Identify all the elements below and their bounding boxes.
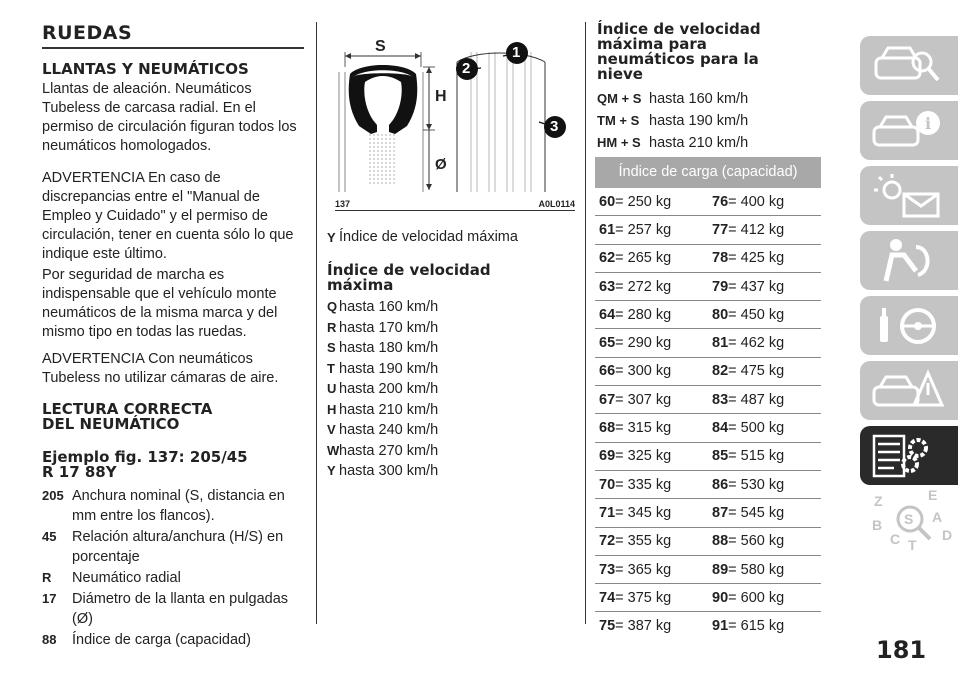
table-cell <box>595 392 708 408</box>
heading-nieve-line3: neumáticos para la <box>597 50 759 68</box>
load-value: = 515 kg <box>728 448 785 465</box>
table-cell <box>708 222 821 238</box>
heading-velocidad-line2: máxima <box>327 276 394 294</box>
table-cell <box>595 279 708 295</box>
load-value: = 272 kg <box>615 278 672 295</box>
list-item: Whasta 270 km/h <box>327 442 439 459</box>
label-width-s: S <box>375 38 386 55</box>
load-index: 83 <box>712 391 729 408</box>
load-value: = 530 kg <box>728 476 785 493</box>
figure-code: A0L0114 <box>538 199 575 209</box>
heading-lectura-line1: LECTURA CORRECTA <box>42 400 213 418</box>
table-row <box>595 471 821 499</box>
heading-lectura <box>42 402 212 432</box>
load-index: 63 <box>599 278 616 295</box>
para-seguridad: Por seguridad de marcha es indispensable que el vehículo monte neumáticos de la misma marca y del mismo tipo en todas las ruedas. <box>42 267 278 340</box>
load-index: 68 <box>599 420 616 437</box>
load-value: = 265 kg <box>615 250 672 267</box>
list-item: Y hasta 300 km/h <box>327 463 439 479</box>
load-value: = 450 kg <box>728 306 785 323</box>
list-item: R hasta 170 km/h <box>327 319 439 336</box>
table-row <box>595 612 821 639</box>
load-index: 76 <box>712 193 729 210</box>
table-cell <box>708 505 821 521</box>
index-letter: E <box>928 487 938 503</box>
load-value: = 257 kg <box>615 221 672 238</box>
table-cell <box>595 505 708 521</box>
load-value: = 250 kg <box>615 193 672 210</box>
list-item: S hasta 180 km/h <box>327 340 439 356</box>
list-item: 205 Anchura nominal (S, distancia en mm entre los flancos). <box>42 488 285 524</box>
load-index: 82 <box>712 363 729 380</box>
list-item: QM + S hasta 160 km/h <box>597 91 749 107</box>
list-item: HM + S hasta 210 km/h <box>597 135 749 151</box>
load-index: 67 <box>599 391 616 408</box>
list-item: V hasta 240 km/h <box>327 422 439 438</box>
table-row <box>595 584 821 612</box>
load-value: = 462 kg <box>728 335 785 352</box>
table-row <box>595 358 821 386</box>
load-index: 69 <box>599 448 616 465</box>
load-index-table <box>595 157 821 640</box>
table-cell <box>708 392 821 408</box>
tab-lights[interactable] <box>860 166 958 225</box>
load-value: = 325 kg <box>615 448 672 465</box>
load-value: = 560 kg <box>728 533 785 550</box>
load-value: = 280 kg <box>615 306 672 323</box>
load-index: 88 <box>712 533 729 550</box>
label-height-h: H <box>435 88 447 105</box>
list-item: U hasta 200 km/h <box>327 381 439 397</box>
load-index: 73 <box>599 561 616 578</box>
table-cell <box>708 590 821 606</box>
emergency-icon <box>860 361 958 420</box>
airbag-safety-icon <box>860 231 958 290</box>
table-cell <box>595 533 708 549</box>
figure-rule <box>335 210 575 211</box>
load-index: 65 <box>599 335 616 352</box>
heading-ejemplo-line1: Ejemplo fig. 137: 205/45 <box>42 448 248 466</box>
load-index: 85 <box>712 448 729 465</box>
figure-number: 137 <box>335 199 351 209</box>
list-item: 88 Índice de carga (capacidad) <box>42 632 251 648</box>
load-index: 64 <box>599 306 616 323</box>
callout-1-label: 1 <box>512 44 521 61</box>
tab-dashboard[interactable] <box>860 101 958 160</box>
column-rule-2 <box>585 22 586 624</box>
load-index: 79 <box>712 278 729 295</box>
table-cell <box>708 307 821 323</box>
table-row <box>595 414 821 442</box>
index-letter: Z <box>874 493 883 509</box>
list-item: 45 Relación altura/anchura (H/S) en porcentaje <box>42 529 284 565</box>
table-row <box>595 329 821 357</box>
table-row <box>595 499 821 527</box>
heading-ejemplo-line2: R 17 88Y <box>42 463 117 481</box>
tab-safety[interactable] <box>860 231 958 290</box>
tab-start[interactable] <box>860 296 958 355</box>
load-index: 81 <box>712 335 729 352</box>
load-index: 87 <box>712 504 729 521</box>
steering-start-icon <box>860 296 958 355</box>
load-index: 80 <box>712 306 729 323</box>
table-cell <box>595 448 708 464</box>
table-row <box>595 216 821 244</box>
table-cell <box>595 307 708 323</box>
load-value: = 545 kg <box>728 504 785 521</box>
index-letter: A <box>932 509 943 525</box>
table-row <box>595 245 821 273</box>
load-value: = 290 kg <box>615 335 672 352</box>
table-body <box>595 188 821 640</box>
table-cell <box>708 477 821 493</box>
load-value: = 580 kg <box>728 561 785 578</box>
table-row <box>595 301 821 329</box>
load-value: = 600 kg <box>728 589 785 606</box>
load-value: = 475 kg <box>728 363 785 380</box>
section-title-wrap <box>42 22 304 49</box>
table-cell <box>708 194 821 210</box>
load-value: = 400 kg <box>728 193 785 210</box>
load-value: = 387 kg <box>615 618 672 635</box>
load-index: 70 <box>599 476 616 493</box>
table-cell <box>595 363 708 379</box>
heading-nieve-line2: máxima para <box>597 35 707 53</box>
heading-llantas: LLANTAS Y NEUMÁTICOS <box>42 60 249 78</box>
snow-speed-list <box>597 88 748 154</box>
load-value: = 355 kg <box>615 533 672 550</box>
table-cell <box>708 279 821 295</box>
index-letter: D <box>942 527 953 543</box>
index-letter: T <box>908 537 917 553</box>
load-index: 86 <box>712 476 729 493</box>
para-advertencia-2: ADVERTENCIA Con neumáticos Tubeless no utilizar cámaras de aire. <box>42 351 279 386</box>
load-value: = 500 kg <box>728 420 785 437</box>
table-cell <box>708 562 821 578</box>
index-letter: B <box>872 517 883 533</box>
table-cell <box>595 250 708 266</box>
table-cell <box>595 477 708 493</box>
tire-diagram <box>325 22 577 202</box>
load-value: = 487 kg <box>728 391 785 408</box>
index-letter: S <box>904 511 914 527</box>
dashboard-info-icon <box>860 101 958 160</box>
load-index: 90 <box>712 589 729 606</box>
table-row <box>595 443 821 471</box>
page-number: 181 <box>876 636 927 664</box>
table-row <box>595 556 821 584</box>
table-cell <box>708 618 821 634</box>
index-letter: C <box>890 531 901 547</box>
heading-velocidad <box>327 263 491 293</box>
load-index: 78 <box>712 250 729 267</box>
list-item: T hasta 190 km/h <box>327 360 439 377</box>
chapter-sidebar <box>860 36 958 556</box>
table-row <box>595 188 821 216</box>
load-index: 72 <box>599 533 616 550</box>
load-value: = 425 kg <box>728 250 785 267</box>
table-cell <box>595 335 708 351</box>
para-llantas: Llantas de aleación. Neumáticos Tubeless de carcasa radial. En el permiso de circulación figuran todos los neumáticos homologados. <box>42 81 297 154</box>
list-item: TM + S hasta 190 km/h <box>597 113 749 129</box>
y-definition: Y Índice de velocidad máxima <box>327 229 518 245</box>
car-info-icon <box>860 36 958 95</box>
table-cell <box>595 194 708 210</box>
table-cell <box>708 420 821 436</box>
table-cell <box>708 448 821 464</box>
label-diameter: Ø <box>435 156 447 173</box>
load-value: = 615 kg <box>728 618 785 635</box>
table-header: Índice de carga (capacidad) <box>595 157 821 188</box>
load-index: 74 <box>599 589 616 606</box>
table-row <box>595 273 821 301</box>
tab-emergency[interactable] <box>860 361 958 420</box>
list-item: Q hasta 160 km/h <box>327 299 439 315</box>
load-index: 71 <box>599 504 616 521</box>
table-cell <box>595 420 708 436</box>
heading-lectura-line2: DEL NEUMÁTICO <box>42 415 180 433</box>
list-item: H hasta 210 km/h <box>327 401 439 418</box>
load-value: = 307 kg <box>615 391 672 408</box>
load-value: = 365 kg <box>615 561 672 578</box>
load-value: = 345 kg <box>615 504 672 521</box>
table-row <box>595 528 821 556</box>
load-value: = 375 kg <box>615 589 672 606</box>
callout-2-label: 2 <box>462 60 471 77</box>
table-cell <box>708 533 821 549</box>
tire-code-list <box>42 486 306 650</box>
load-index: 84 <box>712 420 729 437</box>
maintenance-specs-icon <box>860 426 958 485</box>
load-index: 60 <box>599 193 616 210</box>
load-index: 66 <box>599 363 616 380</box>
callout-3-label: 3 <box>550 118 559 135</box>
heading-nieve-line4: nieve <box>597 65 643 83</box>
heading-velocidad-line1: Índice de velocidad <box>327 261 491 279</box>
load-value: = 315 kg <box>615 420 672 437</box>
heading-ejemplo <box>42 450 248 480</box>
table-cell <box>595 618 708 634</box>
section-title: RUEDAS <box>42 22 133 44</box>
lights-warning-icon <box>860 166 958 225</box>
table-cell <box>595 562 708 578</box>
load-value: = 335 kg <box>615 476 672 493</box>
load-value: = 412 kg <box>728 221 785 238</box>
table-cell <box>708 250 821 266</box>
load-index: 91 <box>712 618 729 635</box>
tab-car-info[interactable] <box>860 36 958 95</box>
tab-index[interactable] <box>860 487 958 553</box>
list-item: R Neumático radial <box>42 570 181 586</box>
load-index: 89 <box>712 561 729 578</box>
load-index: 62 <box>599 250 616 267</box>
load-index: 75 <box>599 618 616 635</box>
list-item: 17 Diámetro de la llanta en pulgadas (Ø) <box>42 591 289 627</box>
figure-caption <box>335 199 575 209</box>
para-advertencia-1: ADVERTENCIA En caso de discrepancias entre el "Manual de Empleo y Cuidado" y el permiso de circulación, tener en cuenta sólo lo que indique este último. <box>42 170 294 262</box>
svg-text:i: i <box>925 114 932 133</box>
heading-nieve-line1: Índice de velocidad <box>597 20 761 38</box>
load-value: = 300 kg <box>615 363 672 380</box>
table-cell <box>708 335 821 351</box>
table-cell <box>595 590 708 606</box>
load-index: 61 <box>599 221 616 238</box>
tire-cross-section-figure <box>325 22 577 210</box>
load-value: = 437 kg <box>728 278 785 295</box>
speed-index-list <box>327 297 438 482</box>
tab-maintenance-specs[interactable] <box>860 426 958 485</box>
table-cell <box>708 363 821 379</box>
table-cell <box>595 222 708 238</box>
column-rule-1 <box>316 22 317 624</box>
load-index: 77 <box>712 221 729 238</box>
table-row <box>595 386 821 414</box>
heading-nieve <box>597 22 761 82</box>
